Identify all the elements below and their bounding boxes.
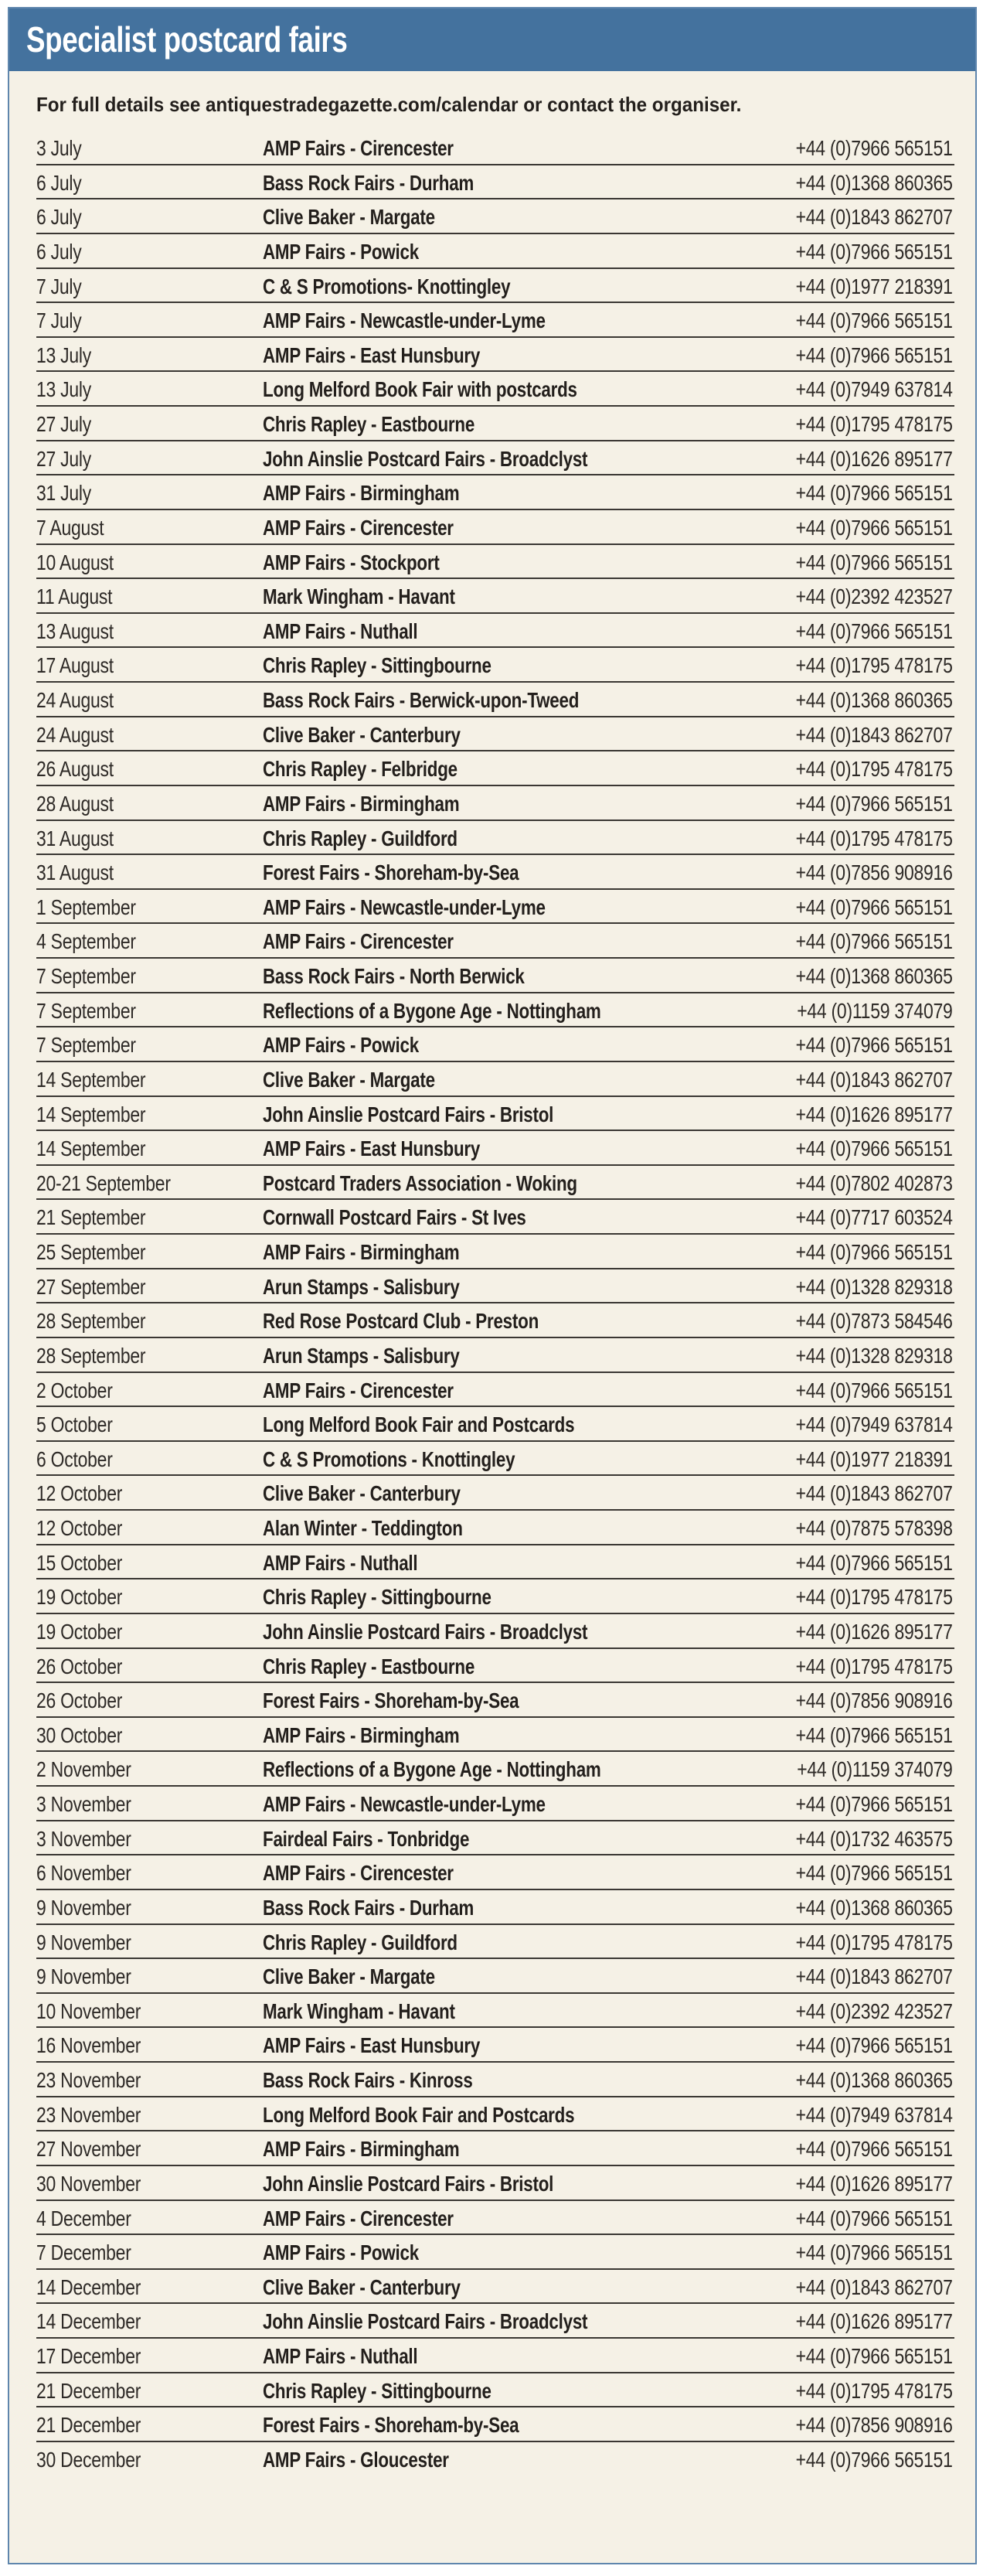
fair-date: 3 November — [36, 1826, 131, 1851]
fair-organiser-location: Reflections of a Bygone Age - Nottingham — [263, 1757, 601, 1782]
fair-date: 13 August — [36, 618, 114, 643]
fair-row — [36, 1614, 954, 1649]
fair-row — [36, 372, 954, 407]
fair-organiser-location: Cornwall Postcard Fairs - St Ives — [263, 1205, 526, 1230]
fair-organiser-location: Alan Winter - Teddington — [263, 1516, 463, 1540]
fair-date: 11 August — [36, 584, 113, 609]
fair-row — [36, 1994, 954, 2029]
fair-organiser-location: AMP Fairs - Birmingham — [263, 481, 460, 506]
fair-row — [36, 2028, 954, 2063]
fair-phone: +44 (0)7949 637814 — [795, 2102, 953, 2127]
fair-row — [36, 1235, 954, 1269]
fair-date: 27 September — [36, 1274, 146, 1299]
fair-organiser-location: Forest Fairs - Shoreham-by-Sea — [263, 1688, 519, 1713]
intro-text: For full details see antiquestradegazette.com/calendar or contact the organiser. — [36, 93, 742, 116]
fair-row — [36, 1476, 954, 1511]
fair-phone: +44 (0)7966 565151 — [795, 2344, 953, 2368]
fair-organiser-location: John Ainslie Postcard Fairs - Broadclyst — [263, 446, 588, 471]
fair-date: 5 October — [36, 1412, 113, 1437]
fair-row — [36, 2442, 954, 2477]
fair-row — [36, 338, 954, 373]
fair-date: 14 September — [36, 1136, 146, 1161]
fair-organiser-location: Chris Rapley - Guildford — [263, 826, 457, 850]
fair-date: 24 August — [36, 722, 114, 747]
fair-organiser-location: Arun Stamps - Salisbury — [263, 1274, 460, 1299]
fair-organiser-location: Chris Rapley - Eastbourne — [263, 1654, 475, 1678]
fair-organiser-location: Chris Rapley - Guildford — [263, 1930, 457, 1954]
fair-row — [36, 165, 954, 200]
fair-phone: +44 (0)1843 862707 — [795, 2274, 953, 2299]
fair-phone: +44 (0)7856 908916 — [795, 1688, 953, 1713]
fair-date: 28 September — [36, 1343, 146, 1368]
fair-date: 3 November — [36, 1792, 131, 1816]
fair-row — [36, 683, 954, 717]
fair-phone: +44 (0)7966 565151 — [795, 1136, 953, 1161]
fair-row — [36, 234, 954, 269]
fair-phone: +44 (0)7717 603524 — [795, 1205, 953, 1230]
fair-phone: +44 (0)2392 423527 — [795, 1998, 953, 2023]
fair-date: 16 November — [36, 2033, 141, 2058]
fair-date: 7 September — [36, 964, 136, 988]
fair-organiser-location: AMP Fairs - Powick — [263, 239, 419, 264]
fair-phone: +44 (0)1795 478175 — [795, 1654, 953, 1678]
fair-row — [36, 475, 954, 510]
fair-phone: +44 (0)7966 565151 — [795, 894, 953, 919]
fair-date: 28 September — [36, 1309, 146, 1334]
fair-organiser-location: AMP Fairs - Birmingham — [263, 791, 460, 816]
fair-date: 7 July — [36, 274, 82, 298]
fair-date: 6 July — [36, 239, 82, 264]
fair-date: 30 December — [36, 2447, 141, 2472]
fair-row — [36, 786, 954, 821]
fair-phone: +44 (0)7802 402873 — [795, 1170, 953, 1195]
fair-organiser-location: John Ainslie Postcard Fairs - Broadclyst — [263, 1619, 588, 1644]
fair-organiser-location: AMP Fairs - Nuthall — [263, 618, 418, 643]
fair-row — [36, 441, 954, 476]
fair-phone: +44 (0)1795 478175 — [795, 757, 953, 782]
fair-organiser-location: C & S Promotions- Knottingley — [263, 274, 511, 298]
fair-phone: +44 (0)1368 860365 — [795, 1895, 953, 1920]
fair-date: 17 August — [36, 653, 114, 678]
fair-phone: +44 (0)7966 565151 — [795, 1033, 953, 1058]
fair-organiser-location: AMP Fairs - Newcastle-under-Lyme — [263, 894, 546, 919]
fair-organiser-location: Clive Baker - Canterbury — [263, 2274, 461, 2299]
fair-row — [36, 1649, 954, 1684]
fair-date: 25 September — [36, 1240, 146, 1264]
fair-row — [36, 1097, 954, 1132]
fair-phone: +44 (0)1368 860365 — [795, 688, 953, 712]
fair-date: 7 September — [36, 998, 136, 1023]
fair-row — [36, 648, 954, 683]
fair-date: 14 September — [36, 1102, 146, 1126]
fair-phone: +44 (0)7966 565151 — [795, 136, 953, 160]
fair-organiser-location: Long Melford Book Fair and Postcards — [263, 2102, 575, 2127]
fair-phone: +44 (0)7966 565151 — [795, 2033, 953, 2058]
fair-organiser-location: Chris Rapley - Eastbourne — [263, 412, 475, 436]
fair-row — [36, 1027, 954, 1062]
fairs-list — [36, 131, 954, 2477]
fair-row — [36, 717, 954, 752]
fair-row — [36, 1718, 954, 1753]
fair-date: 14 September — [36, 1067, 146, 1092]
fair-row — [36, 2339, 954, 2373]
fair-phone: +44 (0)1626 895177 — [795, 2309, 953, 2334]
fair-phone: +44 (0)2392 423527 — [795, 584, 953, 609]
fair-row — [36, 1579, 954, 1614]
fair-date: 27 November — [36, 2137, 141, 2162]
fair-phone: +44 (0)1159 374079 — [797, 1757, 953, 1782]
fair-organiser-location: Clive Baker - Margate — [263, 205, 435, 230]
fair-phone: +44 (0)1328 829318 — [795, 1274, 953, 1299]
fair-organiser-location: Forest Fairs - Shoreham-by-Sea — [263, 2413, 519, 2438]
fair-phone: +44 (0)1843 862707 — [795, 722, 953, 747]
fair-date: 26 October — [36, 1688, 123, 1713]
fair-phone: +44 (0)1843 862707 — [795, 1481, 953, 1506]
fair-row — [36, 2166, 954, 2201]
fair-phone: +44 (0)7966 565151 — [795, 308, 953, 333]
fair-organiser-location: Arun Stamps - Salisbury — [263, 1343, 460, 1368]
fair-row — [36, 614, 954, 649]
fair-phone: +44 (0)1328 829318 — [795, 1343, 953, 1368]
fair-phone: +44 (0)7966 565151 — [795, 2137, 953, 2162]
fair-organiser-location: AMP Fairs - Nuthall — [263, 2344, 418, 2368]
fair-row — [36, 303, 954, 338]
fair-phone: +44 (0)7966 565151 — [795, 481, 953, 506]
fair-organiser-location: Chris Rapley - Felbridge — [263, 757, 457, 782]
fair-date: 21 December — [36, 2413, 141, 2438]
fair-row — [36, 1062, 954, 1097]
fair-phone: +44 (0)1795 478175 — [795, 2378, 953, 2403]
fair-row — [36, 1303, 954, 1338]
fair-phone: +44 (0)1977 218391 — [795, 1446, 953, 1471]
fair-date: 14 December — [36, 2274, 141, 2299]
fair-organiser-location: John Ainslie Postcard Fairs - Broadclyst — [263, 2309, 588, 2334]
fair-row — [36, 1131, 954, 1166]
fair-organiser-location: AMP Fairs - Cirencester — [263, 515, 454, 540]
fair-row — [36, 2235, 954, 2270]
fair-organiser-location: AMP Fairs - Powick — [263, 2240, 419, 2265]
fair-organiser-location: Forest Fairs - Shoreham-by-Sea — [263, 860, 519, 885]
fair-date: 27 July — [36, 446, 92, 471]
fair-phone: +44 (0)7875 578398 — [795, 1516, 953, 1540]
fair-phone: +44 (0)7966 565151 — [795, 550, 953, 574]
fair-row — [36, 1269, 954, 1304]
fair-row — [36, 890, 954, 925]
fair-phone: +44 (0)1368 860365 — [795, 170, 953, 195]
fair-organiser-location: Bass Rock Fairs - Durham — [263, 1895, 474, 1920]
fair-phone: +44 (0)7949 637814 — [795, 1412, 953, 1437]
fair-phone: +44 (0)7966 565151 — [795, 1550, 953, 1575]
fair-phone: +44 (0)7966 565151 — [795, 1792, 953, 1816]
fair-row — [36, 1338, 954, 1373]
fair-organiser-location: AMP Fairs - Cirencester — [263, 2206, 454, 2230]
fair-phone: +44 (0)1159 374079 — [797, 998, 953, 1023]
fair-row — [36, 1752, 954, 1787]
fair-row — [36, 1442, 954, 1477]
fair-organiser-location: AMP Fairs - Nuthall — [263, 1550, 418, 1575]
fair-row — [36, 2097, 954, 2132]
fair-organiser-location: Chris Rapley - Sittingbourne — [263, 2378, 492, 2403]
fair-phone: +44 (0)7966 565151 — [795, 1240, 953, 1264]
fair-date: 21 September — [36, 1205, 146, 1230]
fair-date: 2 October — [36, 1378, 113, 1402]
fair-phone: +44 (0)7966 565151 — [795, 929, 953, 954]
fair-organiser-location: John Ainslie Postcard Fairs - Bristol — [263, 1102, 554, 1126]
fair-organiser-location: AMP Fairs - Stockport — [263, 550, 440, 574]
fair-date: 30 October — [36, 1722, 123, 1747]
fair-row — [36, 1373, 954, 1408]
fair-row — [36, 1821, 954, 1856]
fair-phone: +44 (0)7966 565151 — [795, 618, 953, 643]
fair-organiser-location: Clive Baker - Margate — [263, 1067, 435, 1092]
fair-organiser-location: Clive Baker - Canterbury — [263, 1481, 461, 1506]
fair-date: 31 August — [36, 860, 114, 885]
fair-date: 9 November — [36, 1895, 131, 1920]
fair-date: 10 August — [36, 550, 114, 574]
fair-organiser-location: AMP Fairs - East Hunsbury — [263, 2033, 481, 2058]
fair-date: 24 August — [36, 688, 114, 712]
fair-date: 1 September — [36, 894, 136, 919]
fair-row — [36, 407, 954, 441]
fair-date: 19 October — [36, 1585, 123, 1610]
fair-row — [36, 1925, 954, 1960]
fair-row — [36, 2270, 954, 2305]
fair-organiser-location: Bass Rock Fairs - Berwick-upon-Tweed — [263, 688, 580, 712]
fair-date: 30 November — [36, 2171, 141, 2196]
fair-date: 23 November — [36, 2068, 141, 2092]
fair-date: 7 July — [36, 308, 82, 333]
fair-row — [36, 1166, 954, 1201]
fair-organiser-location: AMP Fairs - Birmingham — [263, 1240, 460, 1264]
fair-phone: +44 (0)7856 908916 — [795, 2413, 953, 2438]
fair-date: 7 December — [36, 2240, 131, 2265]
fair-date: 21 December — [36, 2378, 141, 2403]
fair-date: 13 July — [36, 377, 92, 402]
fair-phone: +44 (0)7966 565151 — [795, 1378, 953, 1402]
fair-organiser-location: Clive Baker - Margate — [263, 1964, 435, 1989]
fair-organiser-location: AMP Fairs - Newcastle-under-Lyme — [263, 308, 546, 333]
fair-row — [36, 1511, 954, 1545]
fair-organiser-location: Chris Rapley - Sittingbourne — [263, 1585, 492, 1610]
fair-date: 6 October — [36, 1446, 113, 1471]
fair-row — [36, 1890, 954, 1925]
fair-row — [36, 269, 954, 304]
fair-row — [36, 2407, 954, 2442]
fair-date: 14 December — [36, 2309, 141, 2334]
fair-phone: +44 (0)7966 565151 — [795, 791, 953, 816]
fair-organiser-location: Bass Rock Fairs - North Berwick — [263, 964, 525, 988]
fair-phone: +44 (0)1795 478175 — [795, 412, 953, 436]
fair-row — [36, 1407, 954, 1442]
page-title: Specialist postcard fairs — [26, 19, 348, 60]
fair-organiser-location: Chris Rapley - Sittingbourne — [263, 653, 492, 678]
fair-organiser-location: John Ainslie Postcard Fairs - Bristol — [263, 2171, 554, 2196]
fair-row — [36, 1683, 954, 1718]
fair-row — [36, 1545, 954, 1580]
fair-date: 15 October — [36, 1550, 123, 1575]
fair-date: 26 October — [36, 1654, 123, 1678]
fair-organiser-location: Reflections of a Bygone Age - Nottingham — [263, 998, 601, 1023]
fair-row — [36, 545, 954, 580]
fair-date: 10 November — [36, 1998, 141, 2023]
fair-organiser-location: Fairdeal Fairs - Tonbridge — [263, 1826, 470, 1851]
fair-phone: +44 (0)1843 862707 — [795, 1964, 953, 1989]
fair-row — [36, 855, 954, 890]
fair-date: 12 October — [36, 1516, 123, 1540]
fair-organiser-location: AMP Fairs - Birmingham — [263, 1722, 460, 1747]
fair-row — [36, 924, 954, 959]
fair-date: 3 July — [36, 136, 82, 160]
fair-phone: +44 (0)7966 565151 — [795, 239, 953, 264]
fair-phone: +44 (0)7966 565151 — [795, 2447, 953, 2472]
fair-organiser-location: Bass Rock Fairs - Kinross — [263, 2068, 473, 2092]
fair-organiser-location: Red Rose Postcard Club - Preston — [263, 1309, 539, 1334]
fair-organiser-location: AMP Fairs - Cirencester — [263, 1861, 454, 1886]
fair-row — [36, 2373, 954, 2408]
fair-organiser-location: AMP Fairs - Cirencester — [263, 136, 454, 160]
fair-phone: +44 (0)1795 478175 — [795, 826, 953, 850]
fair-row — [36, 821, 954, 856]
fair-date: 17 December — [36, 2344, 141, 2368]
fair-phone: +44 (0)1368 860365 — [795, 2068, 953, 2092]
fair-row — [36, 131, 954, 165]
fair-phone: +44 (0)7949 637814 — [795, 377, 953, 402]
fair-phone: +44 (0)1795 478175 — [795, 1585, 953, 1610]
fair-date: 20-21 September — [36, 1170, 171, 1195]
fair-organiser-location: Long Melford Book Fair with postcards — [263, 377, 577, 402]
fair-phone: +44 (0)1626 895177 — [795, 1102, 953, 1126]
fair-phone: +44 (0)1843 862707 — [795, 1067, 953, 1092]
fair-phone: +44 (0)1626 895177 — [795, 2171, 953, 2196]
fair-date: 9 November — [36, 1964, 131, 1989]
fair-organiser-location: AMP Fairs - East Hunsbury — [263, 1136, 481, 1161]
fair-date: 9 November — [36, 1930, 131, 1954]
fair-date: 28 August — [36, 791, 114, 816]
fair-date: 7 August — [36, 515, 104, 540]
fair-date: 27 July — [36, 412, 92, 436]
fair-row — [36, 199, 954, 234]
fair-organiser-location: C & S Promotions - Knottingley — [263, 1446, 515, 1471]
header-band — [9, 9, 975, 71]
fair-date: 13 July — [36, 342, 92, 367]
fair-row — [36, 993, 954, 1028]
fair-organiser-location: Mark Wingham - Havant — [263, 1998, 455, 2023]
fair-row — [36, 1200, 954, 1235]
fair-organiser-location: AMP Fairs - Newcastle-under-Lyme — [263, 1792, 546, 1816]
fair-phone: +44 (0)1795 478175 — [795, 653, 953, 678]
fair-date: 23 November — [36, 2102, 141, 2127]
fairs-panel — [8, 7, 977, 2564]
fair-row — [36, 2131, 954, 2166]
fair-row — [36, 510, 954, 545]
fair-date: 12 October — [36, 1481, 123, 1506]
fair-date: 31 August — [36, 826, 114, 850]
fair-phone: +44 (0)7873 584546 — [795, 1309, 953, 1334]
fair-date: 31 July — [36, 481, 92, 506]
fair-row — [36, 959, 954, 993]
fair-date: 6 July — [36, 205, 82, 230]
fair-organiser-location: Long Melford Book Fair and Postcards — [263, 1412, 575, 1437]
fair-phone: +44 (0)7966 565151 — [795, 342, 953, 367]
fair-phone: +44 (0)1626 895177 — [795, 446, 953, 471]
fair-phone: +44 (0)7966 565151 — [795, 2240, 953, 2265]
fair-row — [36, 2304, 954, 2339]
fair-organiser-location: AMP Fairs - East Hunsbury — [263, 342, 481, 367]
fair-date: 2 November — [36, 1757, 131, 1782]
fair-organiser-location: Postcard Traders Association - Woking — [263, 1170, 577, 1195]
fair-organiser-location: Clive Baker - Canterbury — [263, 722, 461, 747]
fair-date: 26 August — [36, 757, 114, 782]
fair-organiser-location: Mark Wingham - Havant — [263, 584, 455, 609]
fair-row — [36, 1959, 954, 1994]
fair-row — [36, 579, 954, 614]
fair-phone: +44 (0)7966 565151 — [795, 2206, 953, 2230]
fair-phone: +44 (0)1368 860365 — [795, 964, 953, 988]
fair-date: 4 September — [36, 929, 136, 954]
fair-phone: +44 (0)1977 218391 — [795, 274, 953, 298]
fair-phone: +44 (0)7856 908916 — [795, 860, 953, 885]
fair-date: 7 September — [36, 1033, 136, 1058]
fair-phone: +44 (0)7966 565151 — [795, 1722, 953, 1747]
fair-row — [36, 1787, 954, 1821]
fair-date: 6 November — [36, 1861, 131, 1886]
fair-row — [36, 751, 954, 786]
fair-row — [36, 1855, 954, 1890]
fair-phone: +44 (0)7966 565151 — [795, 1861, 953, 1886]
fair-phone: +44 (0)1626 895177 — [795, 1619, 953, 1644]
fair-row — [36, 2063, 954, 2097]
fair-row — [36, 2201, 954, 2236]
fair-date: 19 October — [36, 1619, 123, 1644]
fair-organiser-location: AMP Fairs - Birmingham — [263, 2137, 460, 2162]
fair-phone: +44 (0)7966 565151 — [795, 515, 953, 540]
fair-organiser-location: AMP Fairs - Powick — [263, 1033, 419, 1058]
fair-phone: +44 (0)1843 862707 — [795, 205, 953, 230]
fair-phone: +44 (0)1732 463575 — [795, 1826, 953, 1851]
fair-date: 6 July — [36, 170, 82, 195]
fair-organiser-location: Bass Rock Fairs - Durham — [263, 170, 474, 195]
fair-organiser-location: AMP Fairs - Cirencester — [263, 1378, 454, 1402]
fair-date: 4 December — [36, 2206, 131, 2230]
fair-organiser-location: AMP Fairs - Cirencester — [263, 929, 454, 954]
fair-phone: +44 (0)1795 478175 — [795, 1930, 953, 1954]
fair-organiser-location: AMP Fairs - Gloucester — [263, 2447, 449, 2472]
